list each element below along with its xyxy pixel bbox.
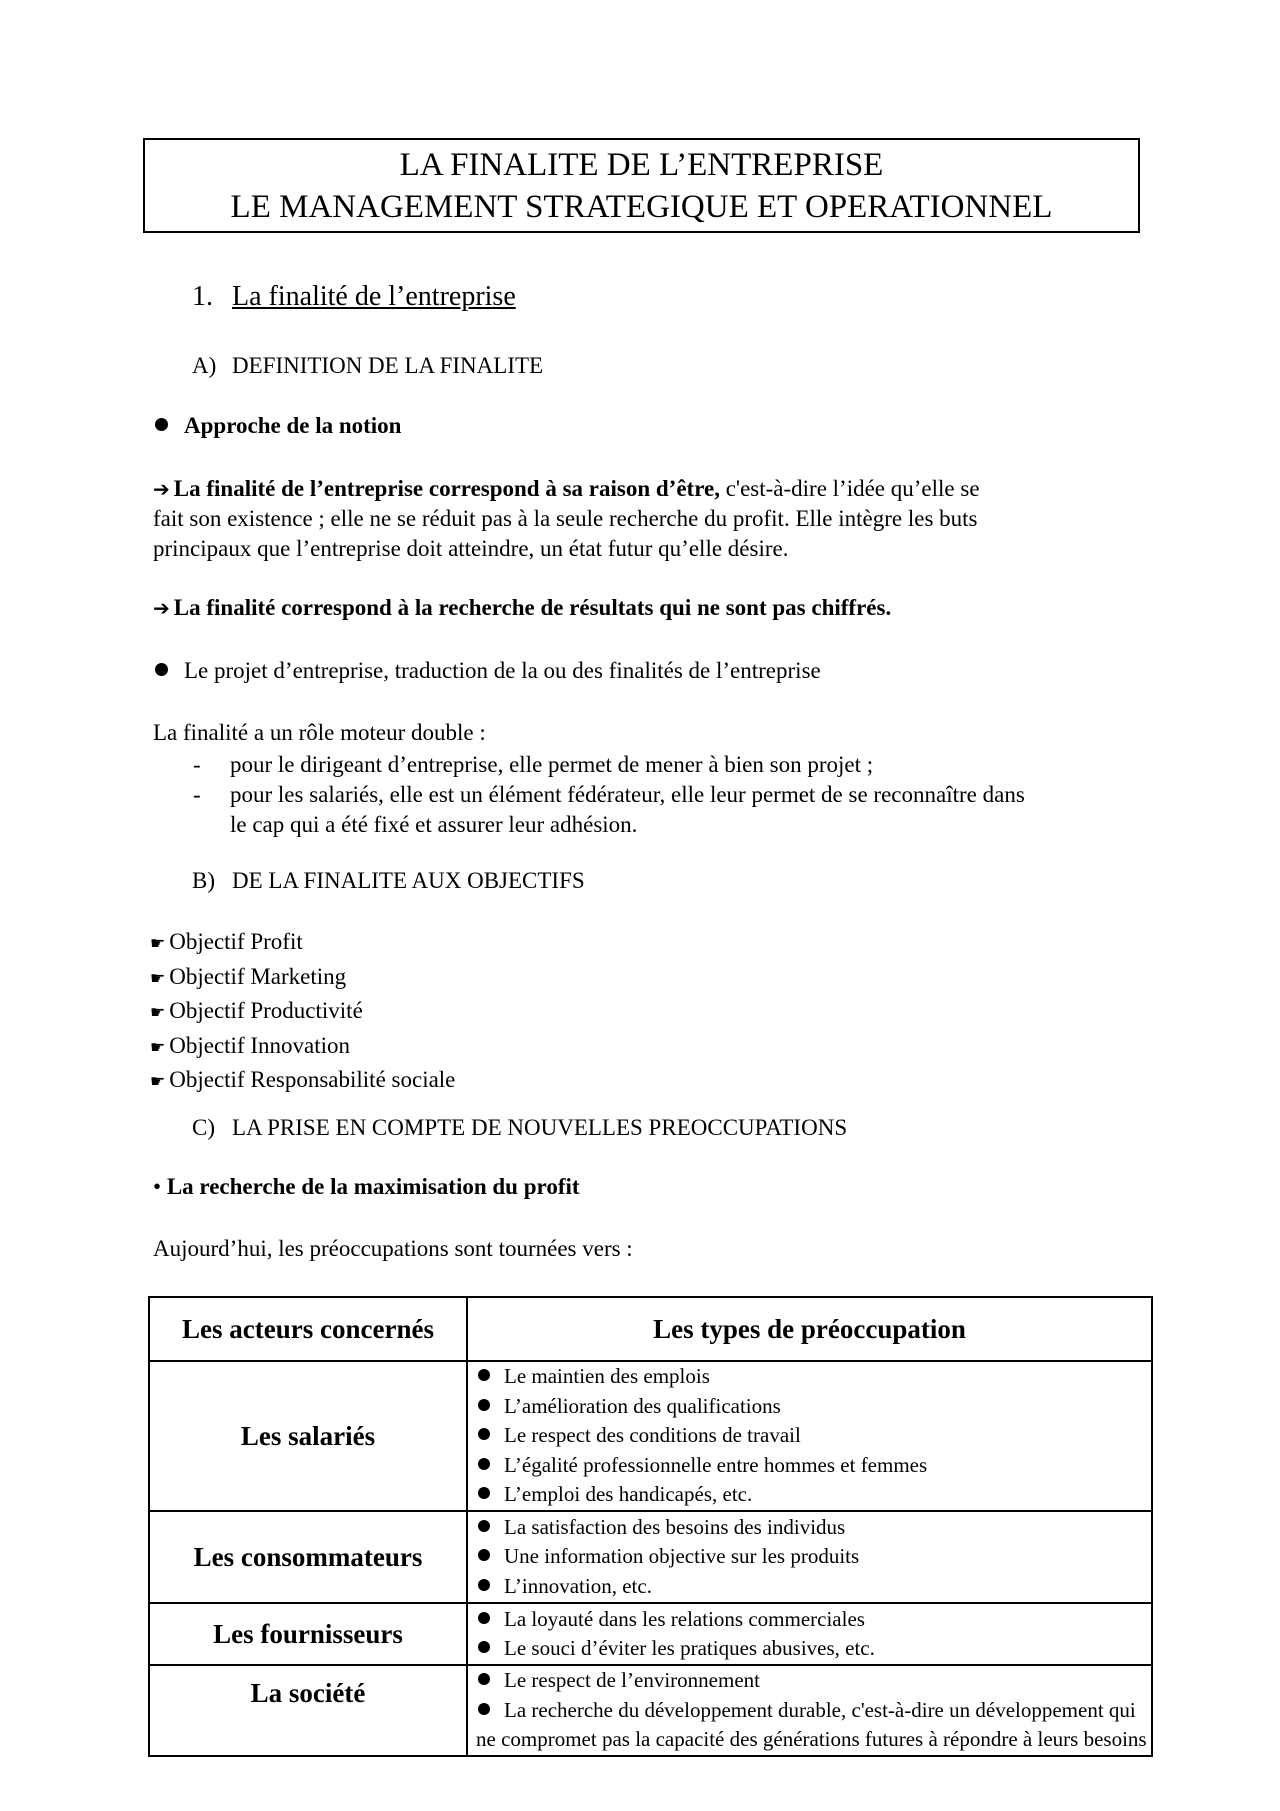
- item-text: Le souci d’éviter les pratiques abusives, etc.: [504, 1636, 875, 1660]
- list-item: [476, 1696, 1151, 1755]
- list-item: [150, 926, 455, 961]
- item-text: La recherche du développement durable, c'est-à-dire un développement qui ne compromet pas la capacité des générations futures à répondre à leurs besoins: [476, 1697, 1147, 1751]
- list-item: [476, 1542, 1151, 1572]
- item-text: Une information objective sur les produits: [504, 1544, 860, 1569]
- list-item: [476, 1666, 1151, 1696]
- bullet-icon: [478, 1673, 490, 1685]
- table-header-actors: Les acteurs concernés: [149, 1297, 467, 1361]
- list-item-text-continued: le cap qui a été fixé et assurer leur adhésion.: [230, 812, 638, 837]
- bullet-icon: [155, 663, 168, 676]
- item-text: L’égalité professionnelle entre hommes et femmes: [504, 1452, 928, 1477]
- subheading-a: [192, 353, 543, 379]
- pointing-hand-icon: ☛: [150, 934, 166, 954]
- title-line-1: LA FINALITE DE L’ENTREPRISE: [399, 147, 884, 183]
- role-intro: La finalité a un rôle moteur double :: [153, 720, 486, 745]
- definition-line3: principaux que l’entreprise doit atteindre, un état futur qu’elle désire.: [153, 536, 789, 561]
- section-1-title: La finalité de l’entreprise: [232, 281, 516, 312]
- actor-cell: Les consommateurs: [149, 1511, 467, 1603]
- types-cell: [467, 1361, 1152, 1511]
- list-item-text: pour les salariés, elle est un élément fédérateur, elle leur permet de se reconnaître dans: [230, 782, 1025, 807]
- pointing-hand-icon: ☛: [150, 1072, 166, 1092]
- table-header-row: [149, 1297, 1152, 1361]
- bullet-icon: [478, 1428, 490, 1440]
- subheading-b: [192, 868, 585, 894]
- bullet-icon: [478, 1612, 490, 1624]
- objective-text: Objectif Innovation: [169, 1032, 351, 1058]
- list-item: [153, 780, 1133, 840]
- bullet-icon: [478, 1520, 490, 1532]
- section-1-heading: [192, 281, 516, 313]
- list-item: [476, 1362, 1151, 1392]
- projet-bullet: [155, 658, 821, 684]
- bullet-icon: [478, 1641, 490, 1653]
- objective-text: Objectif Profit: [169, 929, 303, 954]
- bullet-icon: [155, 418, 168, 431]
- finalite-resultats: [153, 595, 891, 621]
- dash-bullet: -: [193, 752, 201, 777]
- aujourdhui-text: Aujourd’hui, les préoccupations sont tournées vers :: [153, 1236, 633, 1261]
- role-list: [153, 750, 1133, 840]
- list-item: [476, 1421, 1151, 1451]
- types-cell: [467, 1511, 1152, 1603]
- list-item: [476, 1634, 1151, 1664]
- pointing-hand-icon: ☛: [150, 968, 166, 989]
- list-item: [476, 1572, 1151, 1602]
- table-row: [149, 1511, 1152, 1603]
- types-cell: [467, 1665, 1152, 1756]
- arrow-right-icon: ➔: [153, 596, 170, 620]
- item-text: L’amélioration des qualifications: [504, 1393, 781, 1418]
- dash-bullet: -: [193, 782, 201, 807]
- list-item: [150, 995, 455, 1030]
- bullet-icon: [478, 1549, 490, 1561]
- item-text: L’emploi des handicapés, etc.: [504, 1482, 753, 1507]
- subheading-b-letter: B): [192, 868, 215, 893]
- small-bullet-icon: •: [153, 1174, 167, 1199]
- item-text: L’innovation, etc.: [504, 1573, 652, 1598]
- item-text: La loyauté dans les relations commerciales: [504, 1606, 865, 1631]
- title-line-2: LE MANAGEMENT STRATEGIQUE ET OPERATIONNEL: [230, 189, 1053, 225]
- definition-line1-rest: c'est-à-dire l’idée qu’elle se: [719, 476, 980, 501]
- actor-cell: Les salariés: [149, 1361, 467, 1511]
- arrow-right-icon: ➔: [153, 477, 170, 501]
- table-row: [149, 1603, 1152, 1665]
- bullet-icon: [478, 1487, 490, 1499]
- subheading-a-title: DEFINITION DE LA FINALITE: [232, 353, 544, 378]
- definition-bold: La finalité de l’entreprise correspond à sa raison d’être,: [173, 476, 720, 501]
- title-box: [143, 138, 1140, 233]
- item-text: Le maintien des emplois: [504, 1364, 710, 1389]
- definition-paragraph: [153, 474, 1128, 564]
- finalite-resultats-text: La finalité correspond à la recherche de résultats qui ne sont pas chiffrés.: [173, 595, 892, 620]
- list-item: [150, 1030, 455, 1065]
- list-item: [153, 750, 1133, 780]
- actor-cell: Les fournisseurs: [149, 1603, 467, 1665]
- subheading-a-letter: A): [192, 353, 217, 378]
- bullet-icon: [478, 1579, 490, 1591]
- preoccupations-table: [148, 1296, 1153, 1757]
- item-text: Le respect des conditions de travail: [504, 1423, 801, 1448]
- list-item: [476, 1513, 1151, 1543]
- list-item: [150, 1064, 455, 1099]
- item-text: La satisfaction des besoins des individus: [504, 1514, 846, 1539]
- pointing-hand-icon: ☛: [150, 1003, 166, 1023]
- recherche-profit: [153, 1174, 580, 1200]
- list-item: [476, 1451, 1151, 1481]
- list-item-text: pour le dirigeant d’entreprise, elle permet de mener à bien son projet ;: [230, 752, 874, 777]
- item-text: Le respect de l’environnement: [504, 1668, 760, 1692]
- section-1-number: 1.: [192, 281, 213, 312]
- objective-text: Objectif Marketing: [169, 963, 347, 989]
- bullet-icon: [478, 1369, 490, 1381]
- objective-text: Objectif Responsabilité sociale: [169, 1067, 456, 1092]
- objectives-list: [150, 926, 455, 1099]
- subheading-b-title: DE LA FINALITE AUX OBJECTIFS: [232, 868, 585, 893]
- approche-bullet: [155, 413, 401, 439]
- bullet-icon: [478, 1458, 490, 1470]
- subheading-c: [192, 1115, 847, 1141]
- projet-text: Le projet d’entreprise, traduction de la ou des finalités de l’entreprise: [184, 658, 821, 683]
- pointing-hand-icon: ☛: [150, 1037, 166, 1058]
- objective-text: Objectif Productivité: [169, 998, 363, 1023]
- approche-text: Approche de la notion: [184, 413, 402, 438]
- definition-line2: fait son existence ; elle ne se réduit pas à la seule recherche du profit. Elle intègre les buts: [153, 506, 978, 531]
- types-cell: [467, 1603, 1152, 1665]
- list-item: [476, 1605, 1151, 1635]
- table-row: [149, 1361, 1152, 1511]
- table-header-types: Les types de préoccupation: [467, 1297, 1152, 1361]
- recherche-text: La recherche de la maximisation du profit: [166, 1174, 580, 1199]
- table-row: [149, 1665, 1152, 1756]
- list-item: [150, 961, 455, 996]
- subheading-c-letter: C): [192, 1115, 215, 1140]
- subheading-c-title: LA PRISE EN COMPTE DE NOUVELLES PREOCCUPATIONS: [232, 1115, 848, 1140]
- list-item: [476, 1392, 1151, 1422]
- actor-cell: La société: [149, 1665, 467, 1756]
- list-item: [476, 1480, 1151, 1510]
- bullet-icon: [478, 1399, 490, 1411]
- bullet-icon: [478, 1703, 490, 1715]
